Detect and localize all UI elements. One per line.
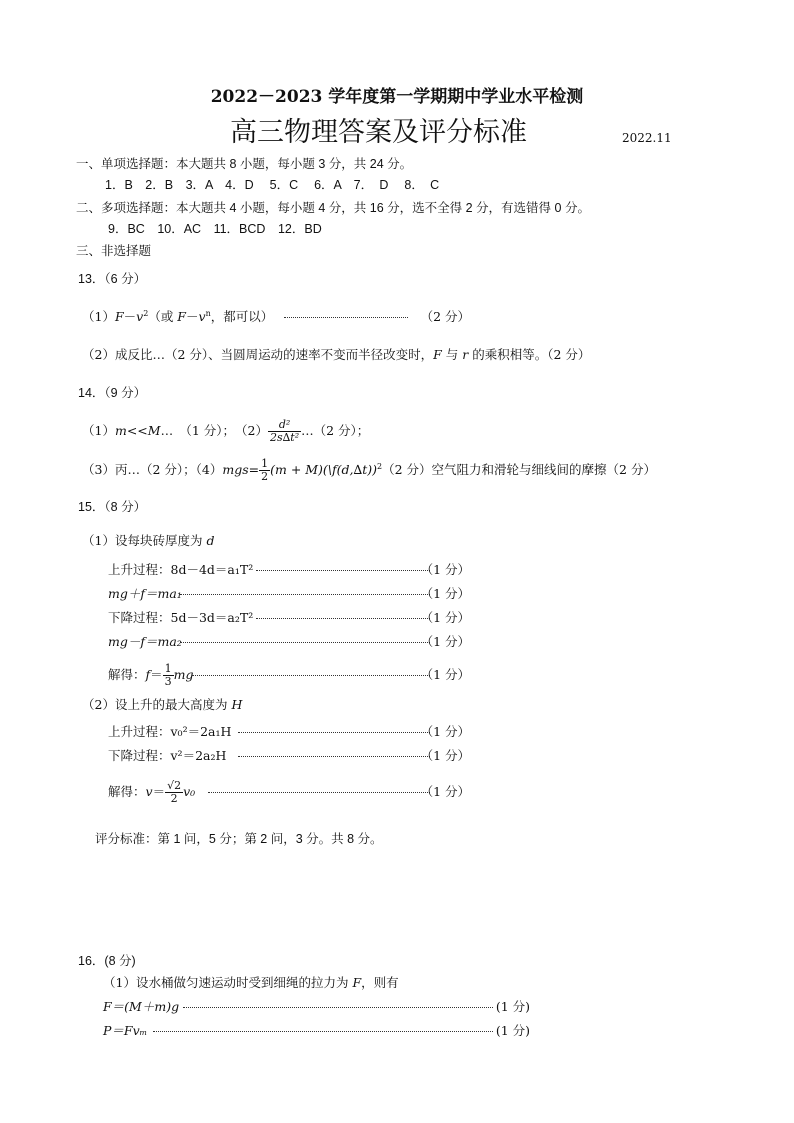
q14-parts-3-4: （3）丙…（2 分）；（4）mgs= $\frac{1}{2}$ (m + M)(\f(d,∆t))$^2$（2 分）空气阻力和滑轮与细线间的摩擦（2 分） — [82, 457, 656, 483]
q14-fraction-half: $\frac{1}{2}$ — [261, 457, 269, 483]
q13-part1 — [82, 309, 470, 325]
dot-leader — [256, 618, 430, 619]
q15-line-1: 上升过程：8d－4d＝a₁T² （1 分） — [108, 562, 470, 577]
section-2-answers: 9．BC 10．AC 11．BCD 12．BD — [108, 222, 322, 236]
q14-parts-1-2: （1）m<<M… （1 分）； （2） $\frac{\text{d²}}{\text{2s∆t²}}$ …（2 分）； — [82, 418, 370, 444]
q15-line-2: mg＋f＝ma₁ （1 分） — [108, 586, 470, 601]
q16-line-1: F＝(M＋m)g (1 分) — [103, 999, 530, 1014]
q13-part1-text: $(1)F-v^2$（或 $F-v^n$，都可以） — [82, 308, 274, 324]
dot-leader — [256, 570, 430, 571]
q14-fraction-d2: $\frac{\text{d²}}{\text{2s∆t²}}$ — [269, 418, 300, 444]
q15-line-7: 下降过程：v²＝2a₂H （1 分） — [108, 748, 470, 763]
q15-line-3: 下降过程：5d－3d＝a₂T² （1 分） — [108, 610, 470, 625]
section-3-heading: 三、非选择题 — [76, 244, 152, 258]
q15-line-5: 解得：f＝ $\frac{1}{3}$ mg （1 分） — [108, 662, 470, 688]
q15-number: 15．（8 分） — [78, 500, 147, 514]
q15-line-4: mg－f＝ma₂ （1 分） — [108, 634, 470, 649]
dot-leader — [238, 756, 430, 757]
q14-number: 14．（9 分） — [78, 386, 147, 400]
q15-scoring-criteria: 评分标准：第 1 问，5 分；第 2 问，3 分。共 8 分。 — [95, 832, 383, 846]
dot-leader — [208, 792, 430, 793]
dot-leader — [284, 317, 408, 318]
dot-leader — [192, 675, 430, 676]
q16-number: 16．(8 分) — [78, 954, 136, 968]
section-1-answers: 1．B 2．B 3．A 4．D 5．C 6．A 7． D 8． C — [105, 178, 440, 192]
q15-line-6: 上升过程：v₀²＝2a₁H （1 分） — [108, 724, 470, 739]
q13-number: 13．（6 分） — [78, 272, 147, 286]
document-date: 2022.11 — [622, 131, 672, 145]
q15-fraction-sqrt2: $\frac{√2}{2}$ — [167, 779, 182, 805]
q13-part2: （2）成反比…（2 分）、当圆周运动的速率不变而半径改变时，F 与 r 的乘积相等。（2 分） — [82, 347, 591, 362]
dot-leader — [238, 732, 430, 733]
q15-fraction-third: $\frac{1}{3}$ — [164, 662, 172, 688]
q16-part1-intro: （1）设水桶做匀速运动时受到细绳的拉力为 F，则有 — [103, 975, 399, 990]
section-1-heading: 一、单项选择题：本大题共 8 小题，每小题 3 分，共 24 分。 — [76, 157, 413, 171]
dot-leader — [153, 1031, 493, 1032]
q15-line-8: 解得：v＝ $\frac{√2}{2}$ v₀ （1 分） — [108, 779, 470, 805]
q15-part1-intro: （1）设每块砖厚度为 d — [82, 533, 215, 548]
q16-line-2: P＝Fvₘ (1 分) — [103, 1023, 530, 1038]
dot-leader — [180, 594, 430, 595]
q15-part2-intro: （2）设上升的最大高度为 H — [82, 697, 243, 712]
document-subtitle: 高三物理答案及评分标准 — [230, 117, 527, 148]
dot-leader — [180, 642, 430, 643]
section-2-heading: 二、多项选择题：本大题共 4 小题，每小题 4 分，共 16 分，选不全得 2 分，有选错得 0 分。 — [76, 201, 590, 215]
document-title: 2022－2023 学年度第一学期期中学业水平检测 — [210, 87, 584, 107]
q13-part1-score: （2 分） — [420, 309, 470, 324]
dot-leader — [183, 1007, 493, 1008]
